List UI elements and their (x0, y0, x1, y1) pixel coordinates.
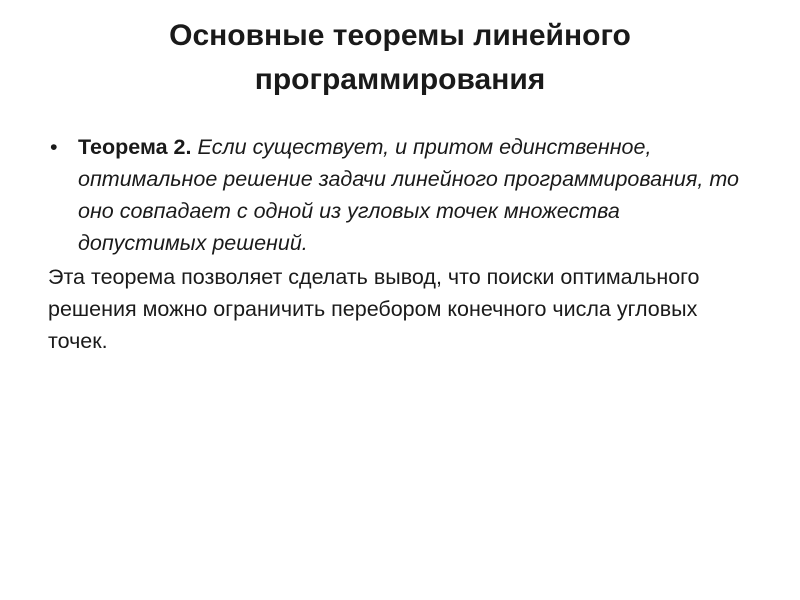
theorem-bullet (48, 131, 748, 259)
theorem-label: Теорема 2. (78, 135, 192, 159)
theorem-text: Если существует, и притом единственное, оптимальное решение задачи линейного программирования, то оно совпадает с одной из угловых точек множества допустимых решений. (78, 135, 739, 255)
conclusion-paragraph: Эта теорема позволяет сделать вывод, что поиски оптимального решения можно ограничить перебором конечного числа угловых точек. (48, 265, 700, 353)
slide-title: Основные теоремы линейного программирования (169, 19, 631, 96)
slide-body (48, 131, 748, 357)
bullet-icon: • (50, 135, 58, 159)
